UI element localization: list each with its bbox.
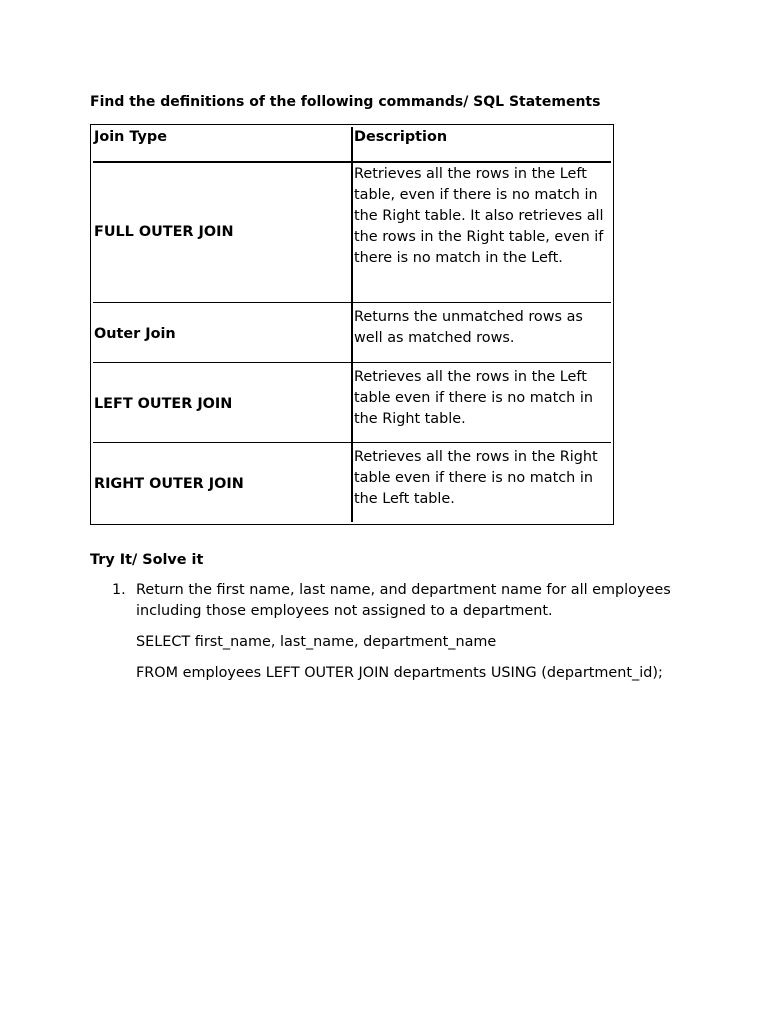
list-item — [112, 580, 672, 622]
answer-line — [112, 663, 672, 684]
answer-line — [112, 632, 672, 653]
join-description-cell: Retrieves all the rows in the Right table even if there is no match in the Left table. — [354, 449, 598, 507]
section-title: Try It/ Solve it — [90, 552, 204, 568]
header-join-type: Join Type — [93, 127, 353, 163]
sql-select-line: SELECT first_name, last_name, department_name — [136, 634, 497, 650]
join-type-cell: RIGHT OUTER JOIN — [93, 446, 353, 522]
page-heading: Find the definitions of the following commands/ SQL Statements — [90, 94, 601, 110]
join-description-cell: Retrieves all the rows in the Left table even if there is no match in the Right table. — [354, 369, 593, 427]
list-item-number: 1. — [112, 582, 126, 598]
header-description: Description — [353, 127, 611, 163]
join-table — [93, 127, 611, 522]
join-type-cell: FULL OUTER JOIN — [93, 163, 353, 302]
sql-from-line: FROM employees LEFT OUTER JOIN departments USING (department_id); — [136, 665, 663, 681]
join-description-cell: Returns the unmatched rows as well as matched rows. — [354, 309, 583, 346]
join-type-cell: Outer Join — [93, 306, 353, 362]
join-definitions-table — [90, 124, 614, 525]
list-item-question: Return the first name, last name, and department name for all employees including those employees not assigned to a department. — [136, 582, 671, 619]
join-description-cell: Retrieves all the rows in the Left table, even if there is no match in the Right table. It also retrieves all the rows in the Right table, even if there is no match in the Left. — [354, 166, 604, 266]
join-type-cell: LEFT OUTER JOIN — [93, 366, 353, 442]
